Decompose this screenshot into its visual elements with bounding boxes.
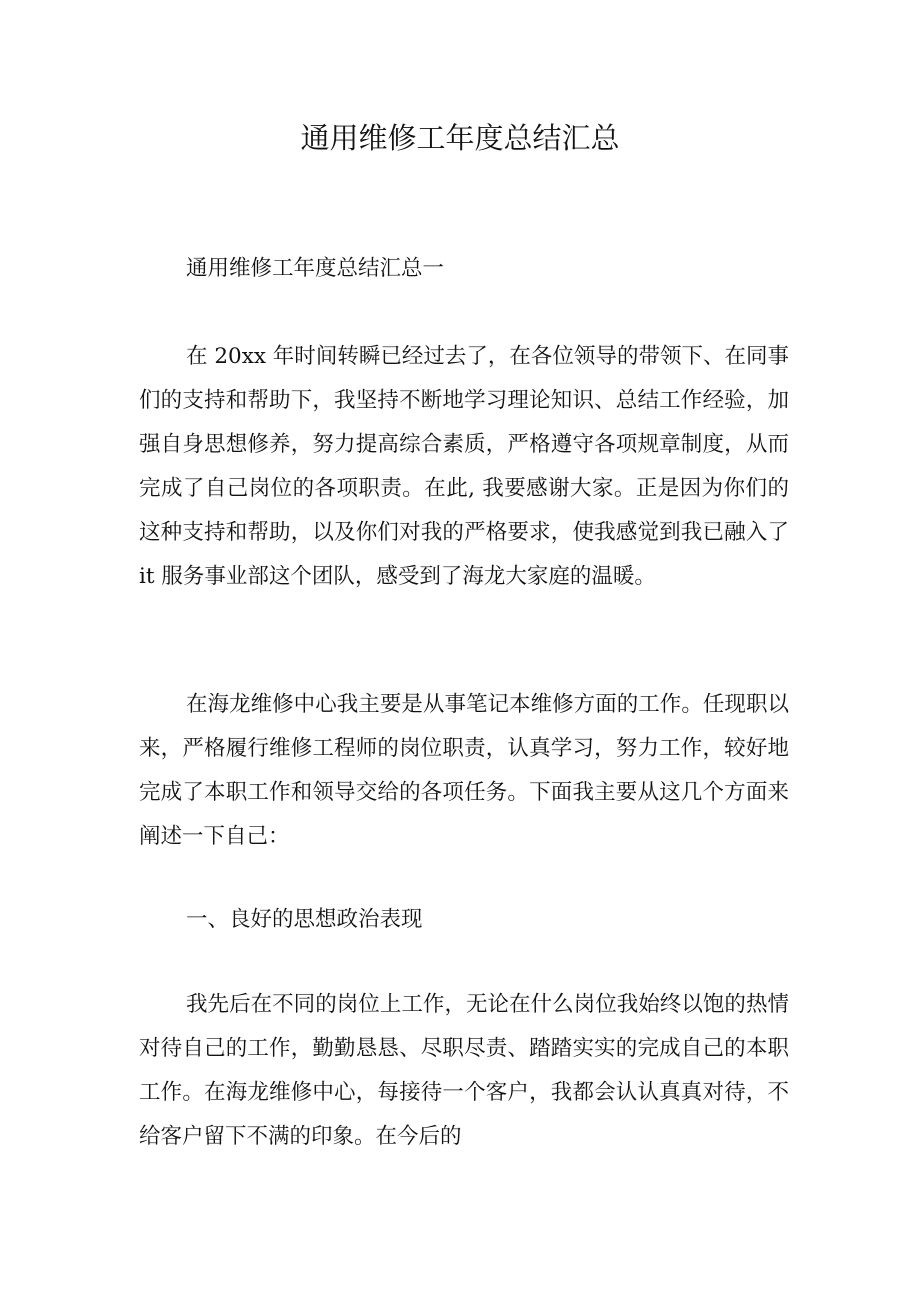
subheading-1: 一、良好的思想政治表现 — [186, 907, 423, 932]
paragraph-3: 我先后在不同的岗位上工作，无论在什么岗位我始终以饱的热情对待自己的工作，勤勤恳恳、尽职尽责、踏踏实实的完成自己的本职工作。在海龙维修中心，每接待一个客户，我都会认认真真对待，不给客户留下不满的印象。在今后的 — [139, 992, 789, 1149]
section-title: 通用维修工年度总结汇总一 — [186, 256, 445, 281]
document-title: 通用维修工年度总结汇总 — [300, 121, 620, 155]
paragraph-1: 在 20xx 年时间转瞬已经过去了，在各位领导的带领下、在同事们的支持和帮助下，我坚持不断地学习理论知识、总结工作经验，加强自身思想修养，努力提高综合素质，严格遵守各项规章制度，从而完成了自己岗位的各项职责。在此, 我要感谢大家。正是因为你们的这种支持和帮助，以及你们对我的严格要求，使我感觉到我已融入了 it 服务事业部这个团队，感受到了海龙大家庭的温暖。 — [139, 344, 789, 589]
paragraph-2: 在海龙维修中心我主要是从事笔记本维修方面的工作。任现职以来，严格履行维修工程师的岗位职责，认真学习，努力工作，较好地完成了本职工作和领导交给的各项任务。下面我主要从这几个方面来阐述一下自己： — [139, 692, 789, 849]
